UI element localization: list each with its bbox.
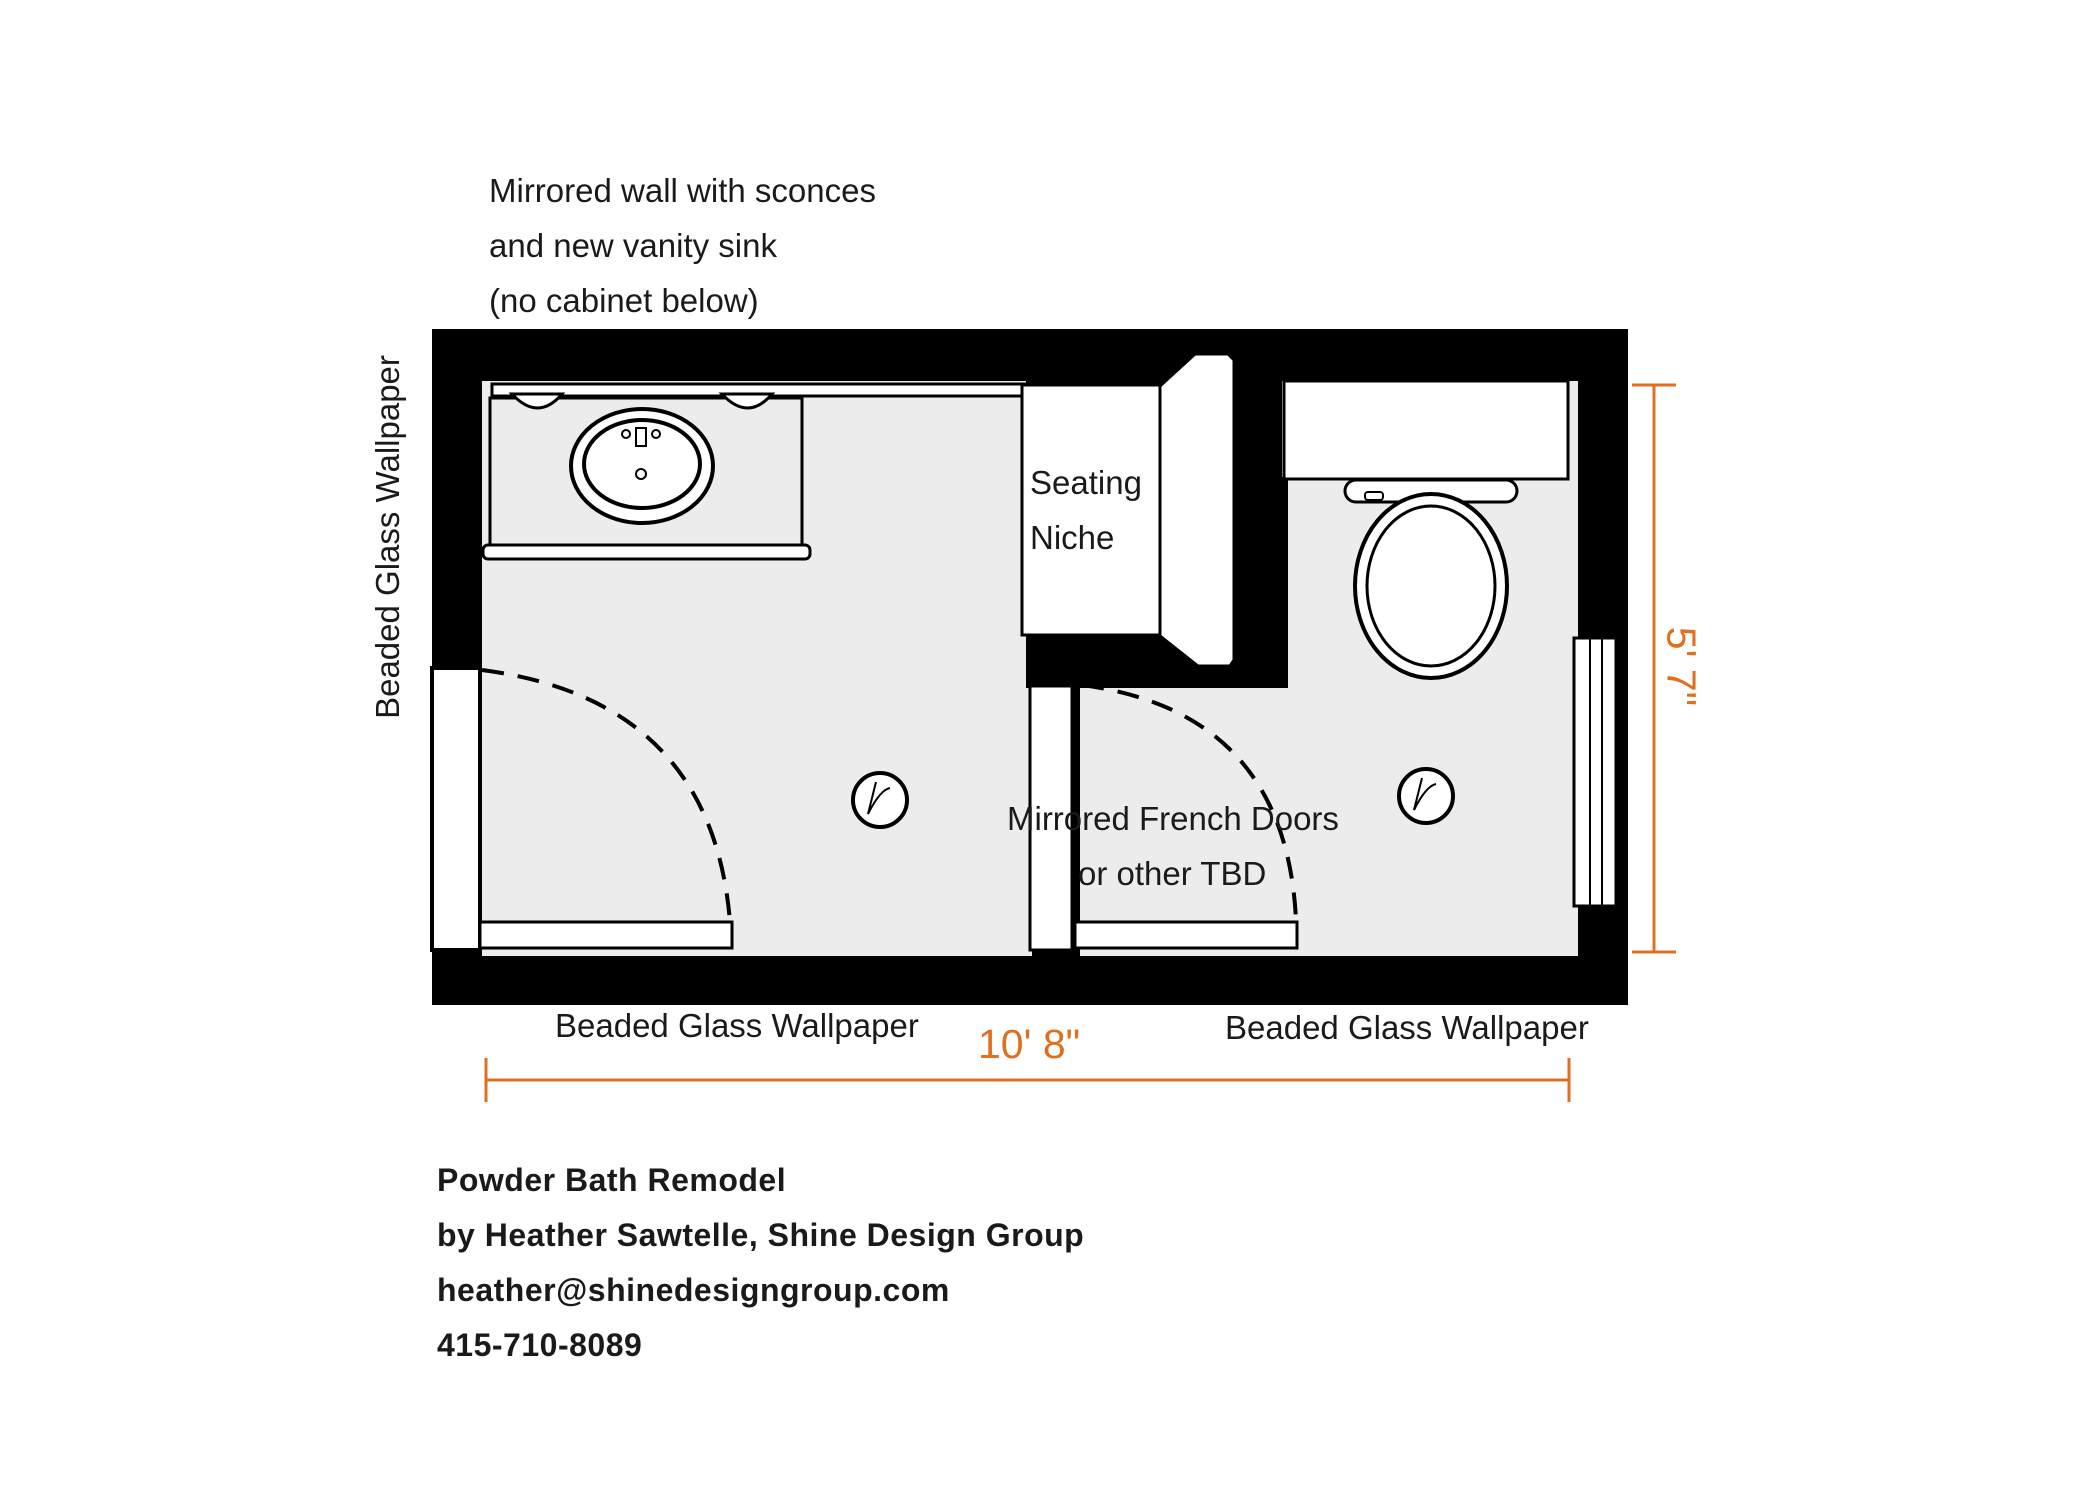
mirror-note-line-3: (no cabinet below)	[489, 282, 759, 319]
sink-icon	[571, 409, 713, 523]
toilet-shelf	[1282, 381, 1578, 479]
right-window	[1574, 638, 1616, 906]
niche-label-line-1: Seating	[1030, 464, 1142, 501]
floor-drain-icon	[853, 773, 907, 827]
mirror-note-line-1: Mirrored wall with sconces	[489, 172, 876, 209]
height-dimension-label: 5' 7"	[1658, 626, 1705, 707]
doors-label-line-2: or other TBD	[1078, 855, 1267, 892]
contact-phone: 415-710-8089	[437, 1327, 643, 1363]
niche-label-line-2: Niche	[1030, 519, 1115, 556]
left-wall-label: Beaded Glass Wallpaper	[369, 355, 406, 719]
contact-email[interactable]: heather@shinedesigngroup.com	[437, 1272, 950, 1308]
designer-credit: by Heather Sawtelle, Shine Design Group	[437, 1217, 1085, 1253]
project-title: Powder Bath Remodel	[437, 1162, 787, 1198]
bottom-left-wall-label: Beaded Glass Wallpaper	[555, 1007, 919, 1044]
mirror-note-line-2: and new vanity sink	[489, 227, 777, 264]
bottom-right-wall-label: Beaded Glass Wallpaper	[1225, 1009, 1589, 1046]
width-dimension-label: 10' 8"	[978, 1021, 1081, 1067]
doors-label-line-1: Mirrored French Doors	[1007, 800, 1339, 837]
floor-drain-icon	[1399, 769, 1453, 823]
